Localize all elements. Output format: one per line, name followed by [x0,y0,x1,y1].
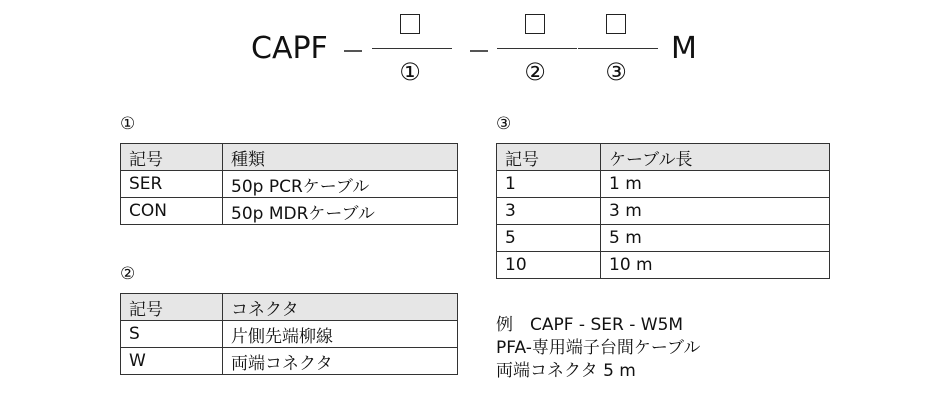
example-line: PFA-専用端子台間ケーブル [496,338,701,358]
table-cell: 50p MDRケーブル [223,198,458,225]
table-header-row [121,144,458,171]
example-line: 例 CAPF - SER - W5M [496,315,684,335]
table-row [497,198,830,225]
slot-3-line [578,48,658,49]
slot-2-box [525,14,545,34]
table-cell: 3 m [601,198,830,225]
code-prefix: CAPF [251,31,328,66]
table-row [497,252,830,279]
table-cell: S [121,321,223,348]
table-3-label: ③ [496,114,512,134]
table-row [121,198,458,225]
table-2-label: ② [120,264,136,284]
table-cell: 両端コネクタ [223,348,458,375]
table-row [497,171,830,198]
table-cell: 3 [497,198,601,225]
code-dash [470,50,488,52]
slot-3-label: ③ [605,58,627,86]
table-cell: CON [121,198,223,225]
table-cell: 1 [497,171,601,198]
table-1 [120,143,458,225]
table-cell: 片側先端柳線 [223,321,458,348]
table-cell: 50p PCRケーブル [223,171,458,198]
header-cell: 記号 [121,144,223,171]
slot-1-box [400,14,420,34]
header-cell: 記号 [121,294,223,321]
table-cell: 5 m [601,225,830,252]
code-dash [344,50,362,52]
table-header-row [121,294,458,321]
table-cell: SER [121,171,223,198]
table-cell: 10 m [601,252,830,279]
table-2 [120,293,458,375]
table-cell: 5 [497,225,601,252]
slot-2-label: ② [524,58,546,86]
table-cell: 10 [497,252,601,279]
example-line: 両端コネクタ 5 m [496,361,636,381]
table-row [121,321,458,348]
table-1-label: ① [120,114,136,134]
slot-1-line [372,48,452,49]
slot-2-line [497,48,577,49]
header-cell: 記号 [497,144,601,171]
table-cell: W [121,348,223,375]
example-note [496,314,700,383]
table-row [121,348,458,375]
table-cell: 1 m [601,171,830,198]
table-row [497,225,830,252]
slot-3-box [606,14,626,34]
code-suffix: M [671,31,697,66]
table-header-row [497,144,830,171]
table-3 [496,143,830,279]
part-number-format [0,0,950,100]
header-cell: ケーブル長 [601,144,830,171]
header-cell: コネクタ [223,294,458,321]
table-row [121,171,458,198]
slot-1-label: ① [399,58,421,86]
header-cell: 種類 [223,144,458,171]
